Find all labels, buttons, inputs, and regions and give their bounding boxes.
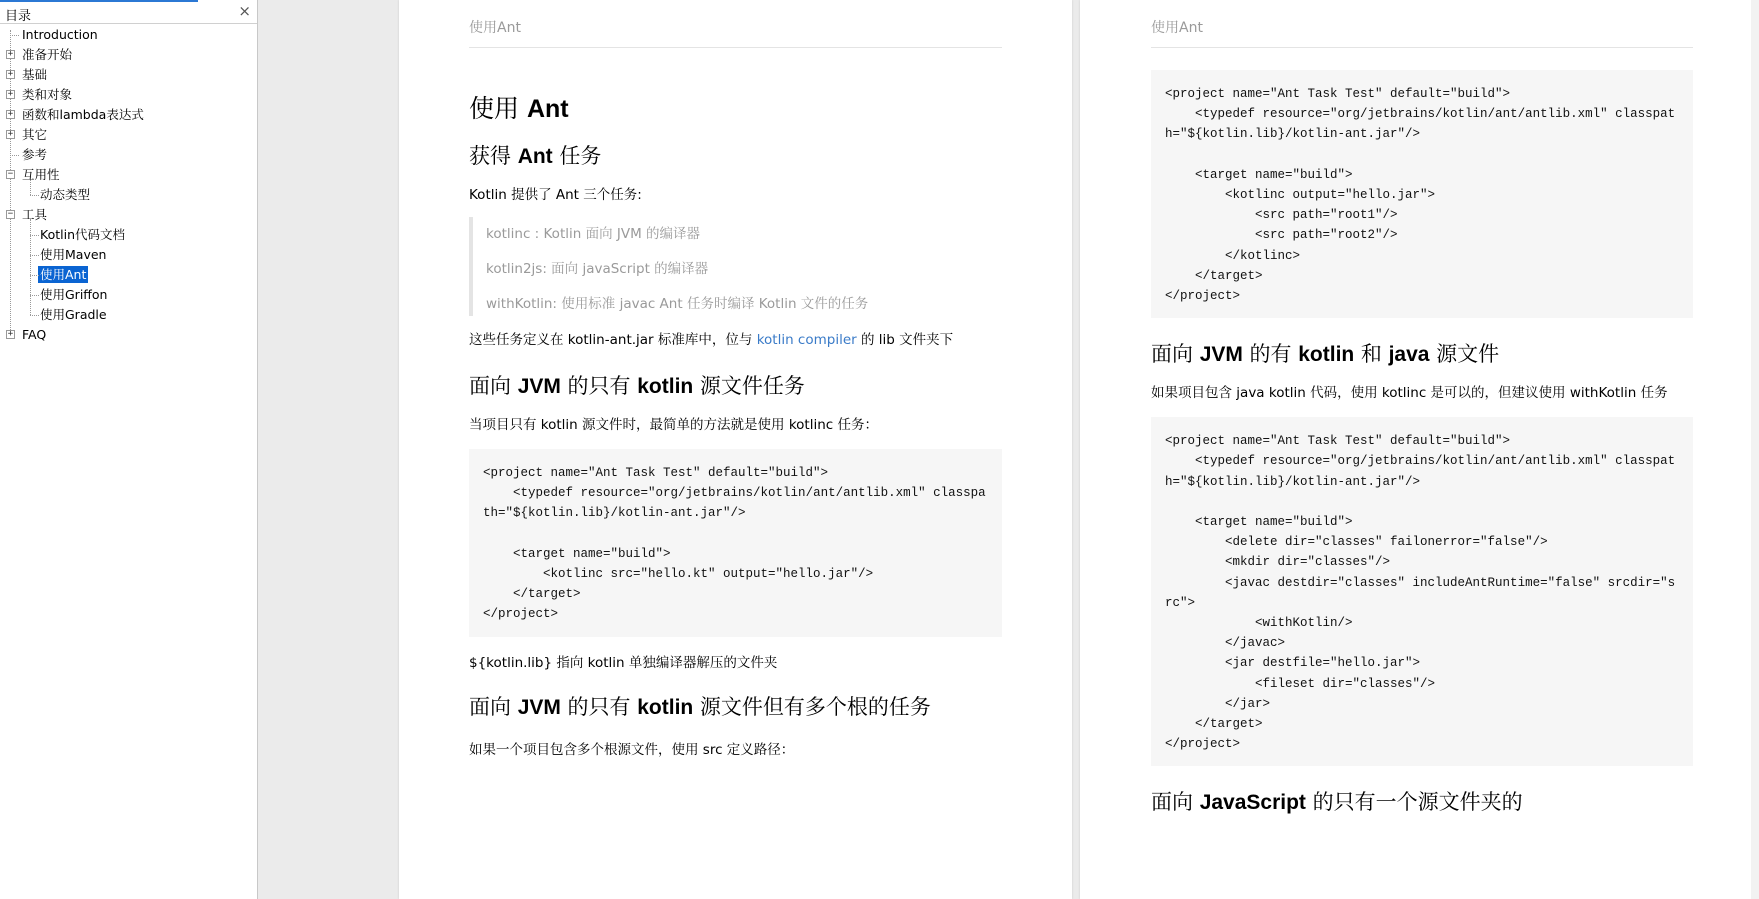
code-block-kotlinc: <project name="Ant Task Test" default="build"> <typedef resource="org/jetbrains/kotlin/ant/antlib.xml" classpath="${kotlin.lib}/kotlin-ant.jar"/> <target name="build"> <kotlinc src="hello.kt" output="hello.jar"/> </target> </project> <box>469 449 1002 637</box>
vertical-scrollbar[interactable] <box>1751 0 1759 899</box>
heading-text-bold: kotlin <box>1298 343 1355 367</box>
document-page-right <box>1080 0 1751 899</box>
intro-paragraph: Kotlin 提供了 Ant 三个任务: <box>469 187 642 203</box>
heading-jvm-only-kotlin <box>469 372 1002 401</box>
heading-text-bold: Ant <box>517 145 553 168</box>
toc-item-参考[interactable] <box>20 145 49 165</box>
expand-icon[interactable]: + <box>7 69 14 79</box>
toc-item-类和对象[interactable] <box>20 85 74 105</box>
heading-text: 的只有 <box>560 694 638 719</box>
heading-text-bold: JVM <box>1199 343 1243 367</box>
tree-connector <box>30 219 31 315</box>
heading-text-bold: JVM <box>517 695 561 719</box>
heading-text: 和 <box>1354 342 1389 367</box>
paragraph-text: 的 lib 文件夹下 <box>856 332 954 348</box>
heading-multi-root <box>469 693 1002 722</box>
toc-item-准备开始[interactable] <box>20 45 74 65</box>
toc-item-基础[interactable] <box>20 65 49 85</box>
toc-item-label: 使用Ant <box>40 267 87 282</box>
toc-item-互用性[interactable] <box>20 165 62 185</box>
quote-line-withkotlin: withKotlin: 使用标准 javac Ant 任务时编译 Kotlin 文件的任务 <box>486 296 869 312</box>
toc-item-label: 基础 <box>22 67 48 82</box>
quote-line-kotlinc: kotlinc : Kotlin 面向 JVM 的编译器 <box>486 226 701 242</box>
toc-item-函数和lambda表达式[interactable] <box>20 105 146 125</box>
heading-text: 使用 <box>469 94 527 123</box>
tree-connector <box>10 35 19 36</box>
toc-item-label: 使用Griffon <box>40 287 108 302</box>
heading-text: 的只有一个源文件夹的 <box>1305 790 1523 815</box>
defined-paragraph <box>469 330 1002 350</box>
toc-item-工具[interactable] <box>20 205 49 225</box>
toc-item-label: 使用Gradle <box>40 307 107 322</box>
heading-text-bold: JavaScript <box>1199 791 1306 815</box>
heading-text-bold: java <box>1388 343 1430 367</box>
heading-text-bold: Ant <box>526 95 569 123</box>
multi-root-paragraph: 如果一个项目包含多个根源文件，使用 src 定义路径： <box>469 741 795 758</box>
toc-item-label: 动态类型 <box>40 187 91 202</box>
heading-text: 面向 <box>469 694 518 719</box>
toc-item-使用griffon[interactable] <box>38 285 109 305</box>
toc-item-label: 工具 <box>22 207 48 222</box>
close-icon[interactable]: × <box>238 2 251 20</box>
code-block-multi-root: <project name="Ant Task Test" default="build"> <typedef resource="org/jetbrains/kotlin/ant/antlib.xml" classpath="${kotlin.lib}/kotlin-ant.jar"/> <target name="build"> <kotlinc output="hello.jar"> <src path="root1"/> <src path="root2"/> </kotlinc> </target> </project> <box>1151 70 1693 318</box>
toc-item-使用ant[interactable] <box>38 265 88 285</box>
toc-item-使用maven[interactable] <box>38 245 108 265</box>
expand-icon[interactable]: + <box>7 129 14 139</box>
toc-item-label: 其它 <box>22 127 48 142</box>
toc-header <box>0 0 257 24</box>
toc-item-label: 使用Maven <box>40 247 107 262</box>
toc-item-label: 类和对象 <box>22 87 73 102</box>
heading-text-bold: JVM <box>517 375 561 398</box>
code-block-withkotlin: <project name="Ant Task Test" default="build"> <typedef resource="org/jetbrains/kotlin/ant/antlib.xml" classpath="${kotlin.lib}/kotlin-ant.jar"/> <target name="build"> <delete dir="classes" failonerror="false"/> <mkdir dir="classes"/> <javac destdir="classes" includeAntRuntime="false" srcdir="src"> <withKotlin/> </javac> <jar destfile="hello.jar"> <fileset dir="classes"/> </jar> </target> </project> <box>1151 417 1693 766</box>
tree-connector <box>10 155 19 156</box>
quote-line-kotlin2js: kotlin2js: 面向 javaScript 的编译器 <box>486 261 709 277</box>
heading-text: 的只有 <box>560 374 638 398</box>
heading-text: 面向 <box>469 374 518 398</box>
paragraph-text: 这些任务定义在 kotlin-ant.jar 标准库中，位与 <box>469 332 757 348</box>
toc-item-label: Kotlin代码文档 <box>40 227 125 242</box>
heading-javascript-single <box>1151 788 1693 817</box>
expand-icon[interactable]: + <box>7 49 14 59</box>
toc-item-label: Introduction <box>22 27 98 42</box>
toc-item-label: 函数和lambda表达式 <box>22 107 144 122</box>
heading-text: 面向 <box>1151 342 1200 367</box>
task-list-quote <box>469 217 1002 316</box>
heading-text-bold: kotlin <box>637 375 694 398</box>
toc-item-label: FAQ <box>22 327 47 342</box>
page-running-header: 使用Ant <box>1151 17 1693 48</box>
toc-accent-bar <box>0 0 198 2</box>
toc-item-label: 互用性 <box>22 167 60 182</box>
heading-text-bold: kotlin <box>637 695 694 719</box>
heading-text: 源文件但有多个根的任务 <box>693 694 931 719</box>
toc-item-动态类型[interactable] <box>38 185 92 205</box>
toc-item-faq[interactable] <box>20 325 48 345</box>
toc-item-label: 准备开始 <box>22 47 73 62</box>
toc-item-label: 参考 <box>22 147 48 162</box>
tree-connector <box>30 295 39 296</box>
heading-text: 面向 <box>1151 790 1200 815</box>
heading-jvm-kotlin-java <box>1151 340 1693 369</box>
heading-text: 任务 <box>552 144 602 168</box>
tree-connector <box>30 315 39 316</box>
kotlin-compiler-link[interactable]: kotlin compiler <box>756 332 857 348</box>
tree-connector <box>30 255 39 256</box>
toc-item-kotlin代码文档[interactable] <box>38 225 127 245</box>
heading-text: 源文件任务 <box>693 374 805 398</box>
tree-connector <box>30 235 39 236</box>
heading-use-ant <box>469 94 1002 124</box>
toc-title: 目录 <box>5 9 32 24</box>
expand-icon[interactable]: + <box>7 89 14 99</box>
heading-text: 源文件 <box>1429 342 1500 367</box>
tree-connector <box>30 195 39 196</box>
jvm-java-paragraph: 如果项目包含 java kotlin 代码，使用 kotlinc 是可以的，但建议使用 withKotlin 任务 <box>1151 385 1668 402</box>
expand-icon[interactable]: + <box>7 109 14 119</box>
collapse-icon[interactable]: − <box>7 169 14 179</box>
heading-text: 获得 <box>469 144 518 168</box>
kotlin-lib-paragraph: ${kotlin.lib} 指向 kotlin 单独编译器解压的文件夹 <box>469 654 778 671</box>
document-page-left <box>399 0 1072 899</box>
toc-item-introduction[interactable] <box>20 25 100 45</box>
expand-icon[interactable]: + <box>7 329 14 339</box>
toc-item-使用gradle[interactable] <box>38 305 109 325</box>
heading-get-ant-tasks <box>469 142 1002 171</box>
tree-connector <box>30 275 39 276</box>
page-running-header: 使用Ant <box>469 17 1002 48</box>
heading-text: 的有 <box>1242 342 1299 367</box>
collapse-icon[interactable]: − <box>7 209 14 219</box>
toc-item-其它[interactable] <box>20 125 49 145</box>
toc-pane <box>0 0 258 899</box>
jvm-only-paragraph: 当项目只有 kotlin 源文件时，最简单的方法就是使用 kotlinc 任务： <box>469 417 878 433</box>
